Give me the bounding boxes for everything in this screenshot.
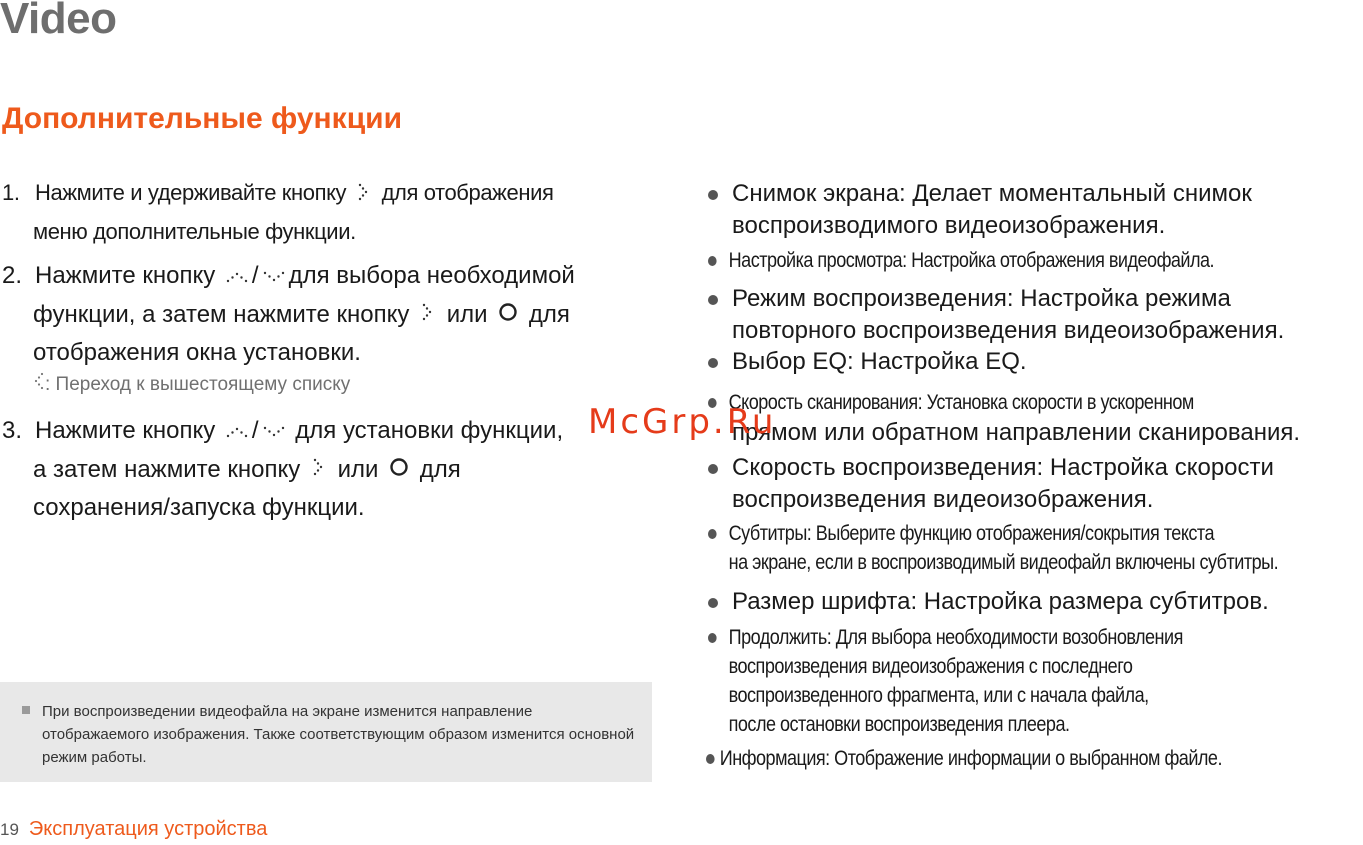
bullet-icon <box>708 190 718 200</box>
watermark: McGrp.Ru <box>588 402 777 442</box>
feature-play-speed: Скорость воспроизведения: Настройка скорости воспроизведения видеоизображения. <box>708 452 1363 516</box>
step-number: 3. <box>2 417 23 444</box>
bullet-icon <box>708 464 718 474</box>
feature-eq: Выбор EQ: Настройка EQ. <box>708 346 1363 378</box>
feature-font-size: Размер шрифта: Настройка размера субтитров. <box>708 586 1363 618</box>
feature-play-mode: Режим воспроизведения: Настройка режима повторного воспроизведения видеоизображения. <box>708 283 1363 347</box>
right-arrow-icon <box>420 296 436 334</box>
circle-button-icon <box>498 296 518 334</box>
footer <box>0 818 267 841</box>
feature-resume: Продолжить: Для выбора необходимости возобновления воспроизведения видеоизображения с последнего воспроизведенного фрагмента, или с начала файла, после остановки воспроизведения плеера. <box>708 623 1271 739</box>
page-number: 19 <box>0 820 19 839</box>
step-number: 1. <box>2 180 20 205</box>
page-title: Video <box>0 0 117 43</box>
feature-view-settings: Настройка просмотра: Настройка отображения видеофайла. <box>708 246 1271 275</box>
right-arrow-icon <box>356 176 372 213</box>
bullet-icon <box>706 754 715 764</box>
bullet-icon <box>708 256 717 266</box>
feature-subtitles: Субтитры: Выберите функцию отображения/сокрытия текста на экране, если в воспроизводимый видеофайл включены субтитры. <box>708 519 1271 577</box>
up-arrow-icon <box>226 258 248 296</box>
feature-scan-speed: Скорость сканирования: Установка скорости в ускоренном прямом или обратном направлении сканирования. <box>708 388 1363 449</box>
circle-button-icon <box>389 451 409 489</box>
bullet-icon <box>708 598 718 608</box>
note-box <box>0 682 652 782</box>
note-text: При воспроизведении видеофайла на экране изменится направление отображаемого изображения. Также соответствующим образом изменится основной режим работы. <box>42 703 635 766</box>
right-arrow-icon <box>311 451 327 489</box>
bullet-icon <box>708 358 718 368</box>
up-arrow-icon <box>226 413 248 451</box>
step-1: 1. Нажмите и удерживайте кнопку для отображения меню дополнительные функции. <box>0 174 554 250</box>
feature-screenshot: Снимок экрана: Делает моментальный снимок воспроизводимого видеоизображения. <box>708 178 1363 242</box>
step-number: 2. <box>2 262 23 289</box>
bullet-icon <box>708 633 717 643</box>
down-arrow-icon <box>263 413 285 451</box>
step-2: 2. Нажмите кнопку / для выбора необходимой функции, а затем нажмите кнопку или для отображения окна установки. : Переход к вышестоящему списку <box>0 257 575 397</box>
step-3: 3. Нажмите кнопку / для установки функции, а затем нажмите кнопку или для сохранения/запуска функции. <box>0 412 563 527</box>
bullet-icon <box>708 529 717 539</box>
left-arrow-icon <box>33 374 45 395</box>
square-bullet-icon <box>22 706 30 714</box>
down-arrow-icon <box>263 258 285 296</box>
section-title: Дополнительные функции <box>2 102 403 135</box>
feature-info: Информация: Отображение информации о выбранном файле. <box>706 744 1269 773</box>
bullet-icon <box>708 295 718 305</box>
footer-label: Эксплуатация устройства <box>28 818 268 840</box>
